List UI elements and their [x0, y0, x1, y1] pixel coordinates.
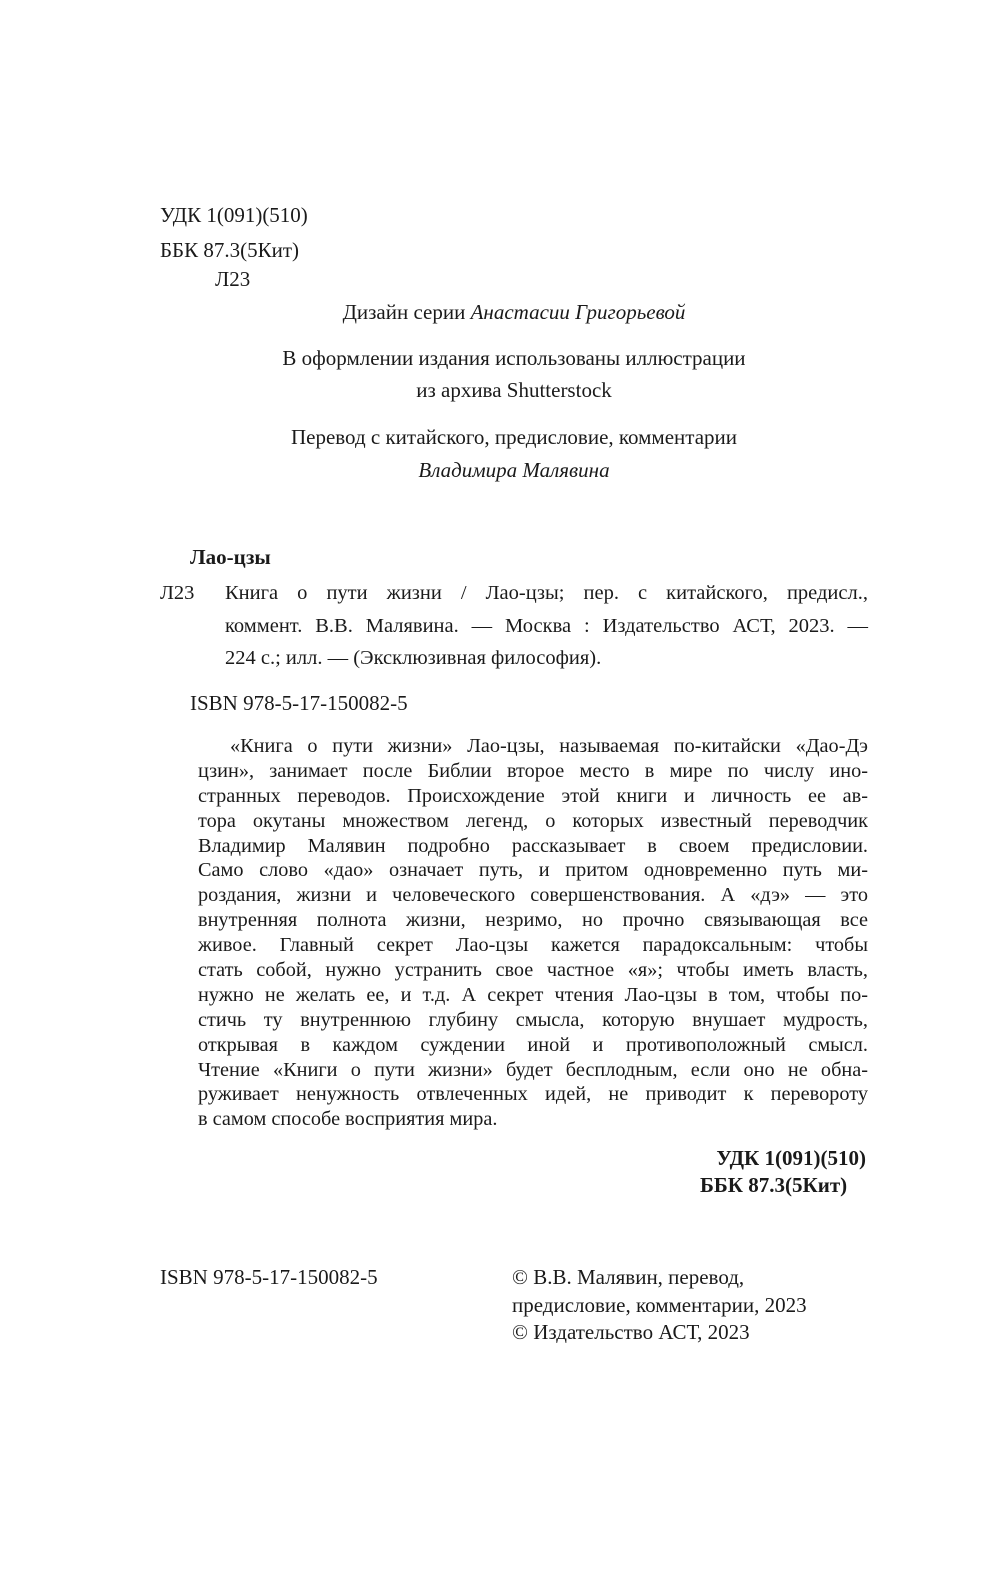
- bib-line: коммент. В.В. Малявина. — Москва : Издательство АСТ, 2023. —: [225, 614, 868, 637]
- author-mark: Л23: [215, 267, 251, 291]
- copyright-line: предисловие, комментарии, 2023: [512, 1293, 807, 1317]
- annotation-line: цзин», занимает после Библии второе место в мире по числу ино-: [198, 759, 868, 782]
- bbk-code: ББК 87.3(5Кит): [160, 238, 300, 262]
- annotation-line: Владимир Малявин подробно рассказывает в своем предисловии.: [198, 834, 868, 857]
- annotation-line: открывая в каждом суждении иной и противоположный смысл.: [198, 1033, 868, 1056]
- isbn: ISBN 978-5-17-150082-5: [190, 691, 408, 715]
- udk-bottom-text: УДК 1(091)(510): [716, 1146, 866, 1170]
- series-design-credit: [160, 298, 868, 326]
- illustrations-line-1: В оформлении издания использованы иллюстрации: [282, 346, 746, 370]
- author-heading: Лао-цзы: [190, 545, 271, 569]
- annotation-line: Чтение «Книги о пути жизни» будет бесплодным, если оно не обна-: [198, 1058, 868, 1081]
- copyright-line: © В.В. Малявин, перевод,: [512, 1265, 745, 1289]
- annotation-line: стать собой, нужно устранить свое частное «я»; чтобы иметь власть,: [198, 959, 868, 982]
- designer-name: Анастасии Григорьевой: [470, 300, 686, 324]
- annotation-line: тора окутаны множеством легенд, о которых известный переводчик: [198, 809, 868, 832]
- annotation: [198, 734, 868, 1132]
- annotation-line: живое. Главный секрет Лао-цзы кажется парадоксальным: чтобы: [198, 934, 868, 957]
- bbk-code-bottom: ББК 87.3(5Кит): [700, 1173, 848, 1197]
- annotation-line: внутренняя полнота жизни, незримо, но прочно связывающая все: [198, 909, 868, 932]
- annotation-line: в самом способе восприятия мира.: [198, 1108, 498, 1131]
- translator-name: [160, 456, 868, 484]
- annotation-line: странных переводов. Происхождение этой книги и личность ее ав-: [198, 784, 868, 807]
- annotation-line: руживает ненужность отвлеченных идей, не приводит к перевороту: [198, 1083, 868, 1106]
- design-label: Дизайн серии: [342, 300, 466, 324]
- translator-name-text: Владимира Малявина: [418, 458, 610, 482]
- bib-line: 224 с.; илл. — (Эксклюзивная философия).: [225, 647, 602, 669]
- udk-code-bottom: [716, 1144, 866, 1172]
- copyright-line: © Издательство АСТ, 2023: [512, 1320, 750, 1344]
- isbn-bottom: ISBN 978-5-17-150082-5: [160, 1265, 378, 1289]
- annotation-line: Само слово «дао» означает путь, и притом одновременно путь ми-: [198, 859, 868, 882]
- annotation-line: стичь ту внутреннюю глубину смысла, которую внушает мудрость,: [198, 1008, 868, 1031]
- annotation-line: роздания, жизни и человеческого совершенствования. А «дэ» — это: [198, 884, 868, 907]
- annotation-line: «Книга о пути жизни» Лао-цзы, называемая по-китайски «Дао-Дэ: [230, 735, 868, 757]
- bibliographic-record: [160, 577, 868, 675]
- annotation-line: нужно не желать ее, и т.д. А секрет чтения Лао-цзы в том, чтобы по-: [198, 983, 868, 1006]
- bib-mark: Л23: [160, 582, 195, 604]
- illustrations-line-2: из архива Shutterstock: [416, 378, 612, 402]
- translation-credit: Перевод с китайского, предисловие, комментарии: [290, 425, 738, 449]
- bib-line: Книга о пути жизни / Лао-цзы; пер. с китайского, предисл.,: [225, 582, 868, 604]
- udk-code: УДК 1(091)(510): [160, 203, 308, 227]
